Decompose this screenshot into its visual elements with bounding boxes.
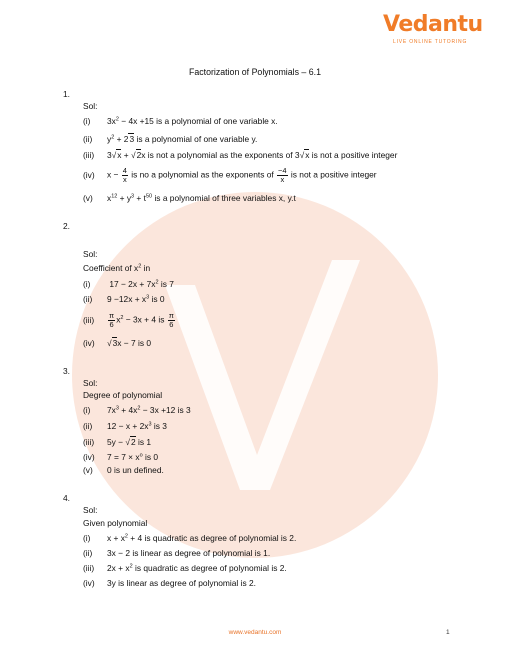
q4-item-i: (i) $x + x^2 + 4$ is quadratic as degree of polynomial is 2. (83, 533, 297, 543)
q4-item-iv: (iv) 3y is linear as degree of polynomial is 2. (83, 578, 256, 588)
vedantu-logo (383, 12, 483, 48)
question-number: 1. (63, 89, 70, 99)
solution-label: Sol: (83, 249, 98, 259)
section-heading: Coefficient of $x^2$ in (83, 263, 151, 273)
section-heading: Given polynomial (83, 518, 148, 528)
page-title: Factorization of Polynomials – 6.1 (188, 67, 322, 77)
logo-tagline: LIVE ONLINE TUTORING (393, 39, 468, 45)
question-number: 3. (63, 366, 70, 376)
logo-wordmark: Vedantu (383, 12, 483, 37)
q2-item-iv: (iv) √3x − 7 is 0 (83, 338, 152, 348)
solution-label: Sol: (83, 505, 98, 515)
q3-item-iii: (iii) 5y − √2 is 1 (83, 437, 152, 447)
q3-item-v: (v) 0 is un defined. (83, 465, 164, 475)
q1-item-i: (i) $3x^2 - 4x +15$ is a polynomial of one variable x. (83, 116, 278, 126)
q1-item-iii: (iii) 3√x + √2x is not a polynomial as the exponents of 3√x is not a positive integer (83, 150, 398, 160)
page-number: 1 (446, 629, 450, 636)
question-number: 4. (63, 493, 70, 503)
question-number: 2. (63, 221, 70, 231)
q3-item-i: (i) $7x^3 + 4x^2 - 3x +12$ is 3 (83, 405, 191, 415)
solution-label: Sol: (83, 101, 98, 111)
vedantu-watermark (70, 190, 440, 560)
solution-label: Sol: (83, 378, 98, 388)
footer-url[interactable]: www.vedantu.com (228, 629, 282, 636)
q3-item-ii: (ii) $12 - x + 2x^3$ is 3 (83, 421, 167, 431)
q4-item-ii: (ii) 3x − 2 is linear as degree of polynomial is 1. (83, 548, 271, 558)
section-heading: Degree of polynomial (83, 390, 163, 400)
q1-item-v: (v) $x^{12} + y^3 + t^{50}$ is a polynomial of three variables x, y.t (83, 193, 296, 203)
q2-item-ii: (ii) $9 -12x + x^3$ is 0 (83, 294, 165, 304)
q1-item-ii: (ii) $y^2 + 23$ is a polynomial of one variable y. (83, 134, 258, 144)
q2-item-iii: (iii) $\frac{\pi}{6}$ $x^2 - 3x + 4$ is $\frac{\pi}{6}$ (83, 311, 174, 329)
q4-item-iii: (iii) $2x + x^2$ is quadratic as degree of polynomial is 2. (83, 563, 287, 573)
q2-item-i: (i) $17 - 2x + 7x^2$ is 7 (83, 279, 174, 289)
q1-item-iv: (iv) x − $\frac{4}{x}$ is no a polynomial as the exponents of $\frac{-4}{x}$ is not a positive integer (83, 166, 377, 184)
q3-item-iv: (iv) $7 = 7 \times x^o$ is 0 (83, 452, 159, 462)
